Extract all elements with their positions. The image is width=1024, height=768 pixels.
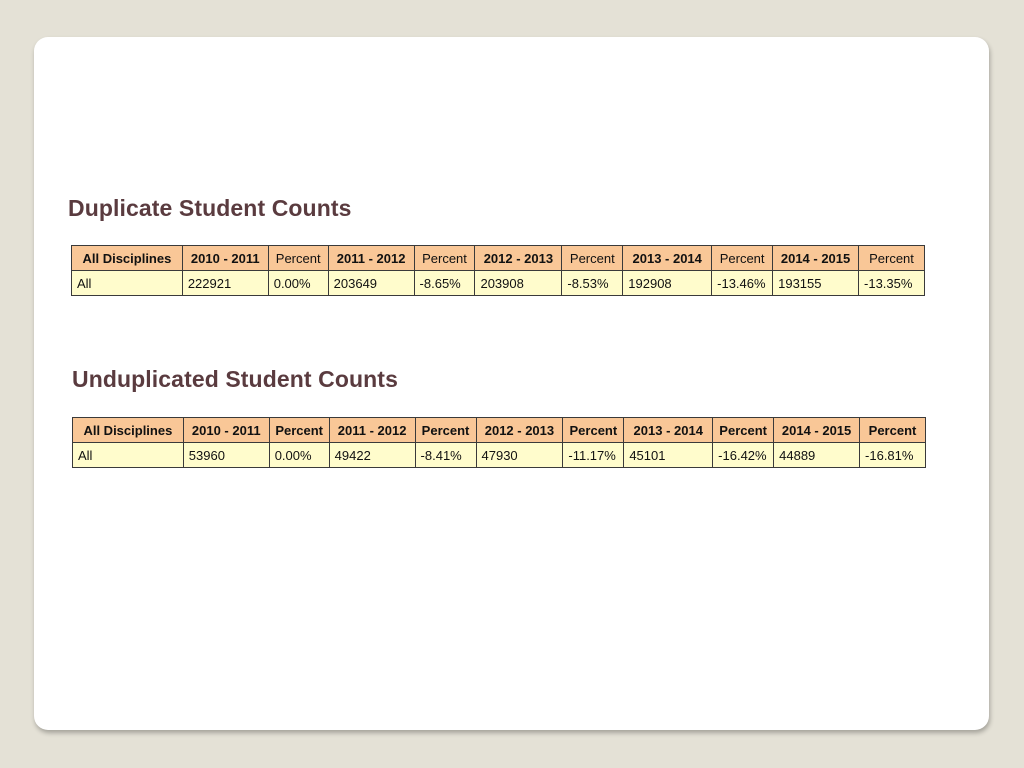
table-cell: 53960 — [183, 443, 269, 468]
header-cell: Percent — [859, 246, 925, 271]
table-cell: -16.42% — [713, 443, 774, 468]
table-cell: -11.17% — [563, 443, 624, 468]
header-cell: 2011 - 2012 — [329, 418, 415, 443]
header-cell: Percent — [712, 246, 773, 271]
slide-panel — [34, 37, 989, 730]
table-row — [72, 271, 925, 296]
unduplicated-counts-title: Unduplicated Student Counts — [72, 366, 398, 392]
header-cell: Percent — [268, 246, 328, 271]
header-cell: Percent — [713, 418, 774, 443]
table-cell: 222921 — [182, 271, 268, 296]
header-cell: 2013 - 2014 — [623, 246, 712, 271]
table-cell: -8.53% — [562, 271, 623, 296]
header-cell: 2012 - 2013 — [475, 246, 562, 271]
table-cell: 203649 — [328, 271, 414, 296]
duplicate-counts-title: Duplicate Student Counts — [68, 195, 352, 221]
header-cell: 2010 - 2011 — [183, 418, 269, 443]
table-cell: 0.00% — [269, 443, 329, 468]
table-row — [73, 443, 926, 468]
table-cell: 45101 — [624, 443, 713, 468]
header-cell: 2011 - 2012 — [328, 246, 414, 271]
table-cell: All — [73, 443, 184, 468]
table-cell: -16.81% — [860, 443, 926, 468]
table-cell: 49422 — [329, 443, 415, 468]
header-cell: Percent — [269, 418, 329, 443]
table-header-row — [73, 418, 926, 443]
header-cell: All Disciplines — [73, 418, 184, 443]
table-cell: -8.65% — [414, 271, 475, 296]
header-cell: Percent — [415, 418, 476, 443]
table-cell: 0.00% — [268, 271, 328, 296]
header-cell: 2012 - 2013 — [476, 418, 563, 443]
header-cell: Percent — [860, 418, 926, 443]
table-cell: -8.41% — [415, 443, 476, 468]
header-cell: Percent — [562, 246, 623, 271]
table-cell: 44889 — [774, 443, 860, 468]
table-cell: -13.35% — [859, 271, 925, 296]
header-cell: 2010 - 2011 — [182, 246, 268, 271]
unduplicated-counts-table — [72, 417, 926, 468]
header-cell: Percent — [563, 418, 624, 443]
header-cell: 2014 - 2015 — [773, 246, 859, 271]
table-cell: 193155 — [773, 271, 859, 296]
table-cell: All — [72, 271, 183, 296]
header-cell: All Disciplines — [72, 246, 183, 271]
header-cell: 2014 - 2015 — [774, 418, 860, 443]
table-cell: 203908 — [475, 271, 562, 296]
table-header-row — [72, 246, 925, 271]
header-cell: 2013 - 2014 — [624, 418, 713, 443]
header-cell: Percent — [414, 246, 475, 271]
table-cell: 47930 — [476, 443, 563, 468]
table-cell: 192908 — [623, 271, 712, 296]
duplicate-counts-table — [71, 245, 925, 296]
table-cell: -13.46% — [712, 271, 773, 296]
